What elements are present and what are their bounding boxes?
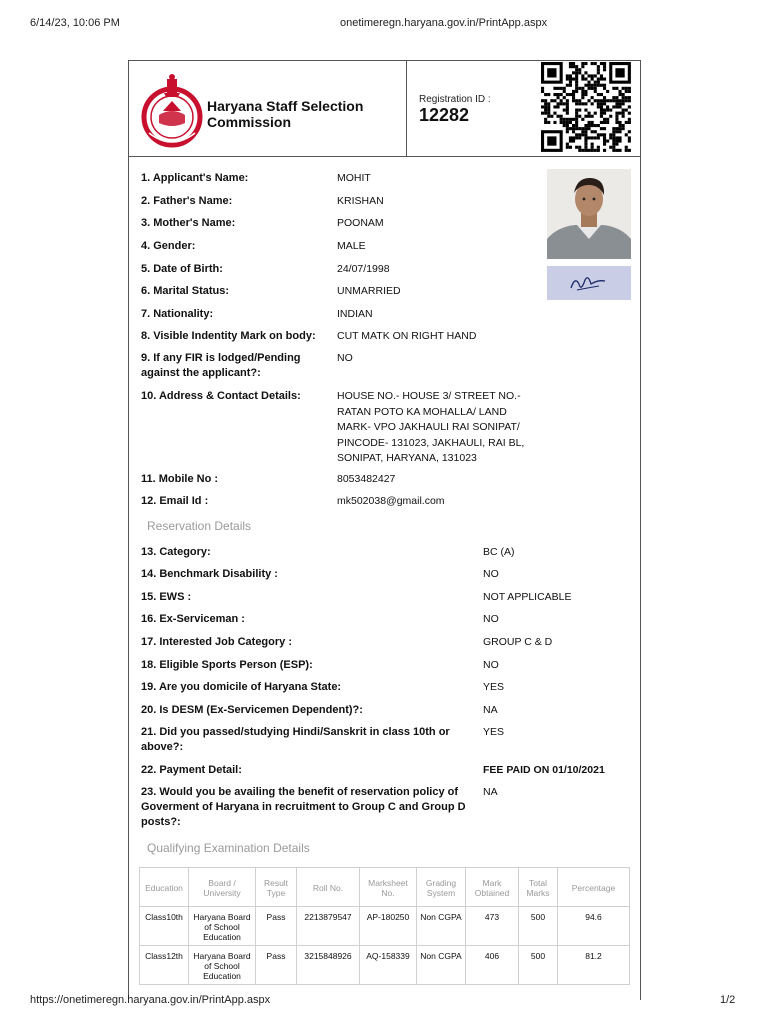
job-category-label: 17. Interested Job Category : xyxy=(141,636,292,648)
table-cell: Class10th xyxy=(140,907,189,946)
mobile-label: 11. Mobile No : xyxy=(141,473,219,485)
marital-status-label: 6. Marital Status: xyxy=(141,285,230,297)
domicile-label: 19. Are you domicile of Haryana State: xyxy=(141,681,342,693)
category-value: BC (A) xyxy=(483,546,515,558)
desm-label: 20. Is DESM (Ex-Servicemen Dependent)?: xyxy=(141,704,363,716)
table-cell: Haryana Board of School Education xyxy=(189,907,256,946)
table-header: Total Marks xyxy=(519,868,558,907)
table-row xyxy=(140,907,630,946)
title-cell xyxy=(129,61,407,157)
fir-value: NO xyxy=(337,352,353,364)
payment-value: FEE PAID ON 01/10/2021 xyxy=(483,764,605,776)
table-cell: Pass xyxy=(256,907,297,946)
category-label: 13. Category: xyxy=(141,546,211,558)
qualification-section-title: Qualifying Examination Details xyxy=(147,841,310,855)
print-url-bottom: https://onetimeregn.haryana.gov.in/PrintApp.aspx xyxy=(30,994,271,1006)
payment-label: 22. Payment Detail: xyxy=(141,764,242,776)
benchmark-disability-value: NO xyxy=(483,568,499,580)
dob-value: 24/07/1998 xyxy=(337,263,390,275)
email-value: mk502038@gmail.com xyxy=(337,495,445,507)
applicant-name-value: MOHIT xyxy=(337,172,371,184)
table-cell: 94.6 xyxy=(558,907,630,946)
gender-value: MALE xyxy=(337,240,366,252)
table-cell: 81.2 xyxy=(558,946,630,985)
ews-value: NOT APPLICABLE xyxy=(483,591,572,603)
ews-label: 15. EWS : xyxy=(141,591,192,603)
mother-name-label: 3. Mother's Name: xyxy=(141,217,236,229)
applicant-photo xyxy=(547,169,631,259)
table-header: Roll No. xyxy=(297,868,360,907)
registration-cell xyxy=(407,61,641,157)
table-cell: 500 xyxy=(519,907,558,946)
nationality-value: INDIAN xyxy=(337,308,373,320)
address-value: HOUSE NO.- HOUSE 3/ STREET NO.- RATAN POTO KA MOHALLA/ LAND MARK- VPO JAKHAULI RAI SONIPAT/ PINCODE- 131023, JAKHAULI, RAI BL, SONIPAT, HARYANA, 131023 xyxy=(337,390,525,464)
identity-mark-value: CUT MATK ON RIGHT HAND xyxy=(337,330,477,342)
table-row xyxy=(140,946,630,985)
ex-serviceman-value: NO xyxy=(483,613,499,625)
job-category-value: GROUP C & D xyxy=(483,636,553,648)
nationality-label: 7. Nationality: xyxy=(141,308,214,320)
esp-label: 18. Eligible Sports Person (ESP): xyxy=(141,659,313,671)
org-name: Haryana Staff Selection Commission xyxy=(207,98,364,130)
qr-code-icon xyxy=(531,61,641,154)
reservation-section-title: Reservation Details xyxy=(147,519,252,533)
table-header: Result Type xyxy=(256,868,297,907)
ex-serviceman-label: 16. Ex-Serviceman : xyxy=(141,613,245,625)
haryana-emblem-icon xyxy=(141,71,203,149)
gender-label: 4. Gender: xyxy=(141,240,196,252)
fir-label: 9. If any FIR is lodged/Pending against the applicant?: xyxy=(141,352,301,379)
domicile-value: YES xyxy=(483,681,505,693)
reservation-policy-label: 23. Would you be availing the benefit of reservation policy of Goverment of Haryana in recruitment to Group C and Group D posts?: xyxy=(141,786,466,828)
registration-id: 12282 xyxy=(419,105,470,125)
table-cell: 473 xyxy=(466,907,519,946)
father-name-label: 2. Father's Name: xyxy=(141,195,233,207)
mother-name-value: POONAM xyxy=(337,217,384,229)
table-cell: 406 xyxy=(466,946,519,985)
page-number: 1/2 xyxy=(720,994,736,1006)
table-cell: 3215848926 xyxy=(297,946,360,985)
desm-value: NA xyxy=(483,704,498,716)
print-datetime: 6/14/23, 10:06 PM xyxy=(30,17,120,29)
address-label: 10. Address & Contact Details: xyxy=(141,390,301,402)
mobile-value: 8053482427 xyxy=(337,473,396,485)
reservation-policy-value: NA xyxy=(483,786,498,798)
benchmark-disability-label: 14. Benchmark Disability : xyxy=(141,568,278,580)
table-cell: AP-180250 xyxy=(360,907,417,946)
registration-id-label: Registration ID : xyxy=(419,94,491,105)
email-label: 12. Email Id : xyxy=(141,495,209,507)
table-header: Grading System xyxy=(417,868,466,907)
table-cell: Non CGPA xyxy=(417,907,466,946)
table-cell: AQ-158339 xyxy=(360,946,417,985)
table-header: Board / University xyxy=(189,868,256,907)
table-cell: Class12th xyxy=(140,946,189,985)
print-url-top: onetimeregn.haryana.gov.in/PrintApp.aspx xyxy=(340,17,548,29)
table-cell: 500 xyxy=(519,946,558,985)
table-header: Mark Obtained xyxy=(466,868,519,907)
applicant-name-label: 1. Applicant's Name: xyxy=(141,172,249,184)
table-cell: Haryana Board of School Education xyxy=(189,946,256,985)
table-cell: Non CGPA xyxy=(417,946,466,985)
esp-value: NO xyxy=(483,659,499,671)
table-cell: Pass xyxy=(256,946,297,985)
table-cell: 2213879547 xyxy=(297,907,360,946)
applicant-signature xyxy=(547,266,631,300)
qualification-table xyxy=(139,867,630,985)
dob-label: 5. Date of Birth: xyxy=(141,263,223,275)
marital-status-value: UNMARRIED xyxy=(337,285,401,297)
table-header: Marksheet No. xyxy=(360,868,417,907)
application-card xyxy=(128,60,641,1000)
identity-mark-label: 8. Visible Indentity Mark on body: xyxy=(141,330,316,342)
hindi-sanskrit-value: YES xyxy=(483,726,505,738)
table-header-row xyxy=(140,868,630,907)
table-header: Education xyxy=(140,868,189,907)
hindi-sanskrit-label: 21. Did you passed/studying Hindi/Sanskrit in class 10th or above?: xyxy=(141,726,450,753)
father-name-value: KRISHAN xyxy=(337,195,384,207)
table-header: Percentage xyxy=(558,868,630,907)
